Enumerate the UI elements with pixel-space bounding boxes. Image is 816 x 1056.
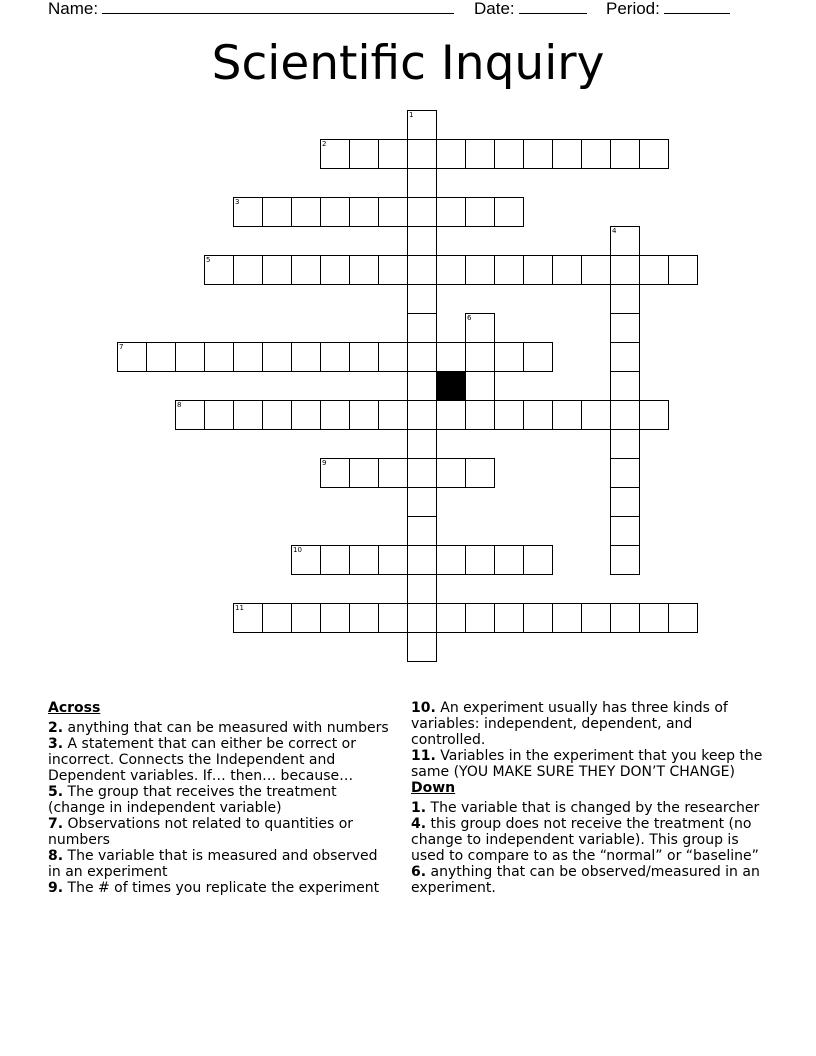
grid-cell[interactable]: [407, 342, 437, 372]
grid-cell[interactable]: [610, 487, 640, 517]
grid-cell[interactable]: [349, 255, 379, 285]
grid-cell[interactable]: [436, 545, 466, 575]
period-label: Period:: [606, 0, 660, 18]
grid-cell[interactable]: [465, 255, 495, 285]
grid-cell[interactable]: [320, 342, 350, 372]
clue-num: 4.: [411, 816, 427, 832]
grid-cell[interactable]: [291, 603, 321, 633]
grid-cell[interactable]: [320, 603, 350, 633]
grid-cell[interactable]: [378, 400, 408, 430]
clue-text: The variable that is measured and observed in an experiment: [48, 848, 378, 880]
grid-cell[interactable]: [407, 139, 437, 169]
grid-cell[interactable]: [262, 197, 292, 227]
grid-cell[interactable]: [668, 603, 698, 633]
clue-text: anything that can be observed/measured in an experiment.: [411, 864, 760, 896]
down-clue-list: [411, 800, 771, 896]
grid-cell[interactable]: [291, 545, 321, 575]
grid-cell[interactable]: [552, 603, 582, 633]
grid-cell[interactable]: [291, 255, 321, 285]
black-cell: [436, 371, 466, 401]
grid-cell[interactable]: [581, 400, 611, 430]
grid-cell[interactable]: [262, 603, 292, 633]
grid-cell[interactable]: [523, 342, 553, 372]
clue-number: 10: [293, 546, 302, 554]
grid-cell[interactable]: [465, 603, 495, 633]
grid-cell[interactable]: [233, 603, 263, 633]
grid-cell[interactable]: [523, 139, 553, 169]
grid-cell[interactable]: [407, 458, 437, 488]
grid-cell[interactable]: [175, 342, 205, 372]
grid-cell[interactable]: [610, 516, 640, 546]
grid-cell[interactable]: [407, 574, 437, 604]
grid-cell[interactable]: [407, 284, 437, 314]
grid-cell[interactable]: [407, 632, 437, 662]
grid-cell[interactable]: [378, 139, 408, 169]
grid-cell[interactable]: [146, 342, 176, 372]
clue-num: 1.: [411, 800, 427, 816]
grid-cell[interactable]: [407, 429, 437, 459]
grid-cell[interactable]: [465, 139, 495, 169]
clue-num: 10.: [411, 700, 436, 716]
grid-cell[interactable]: [436, 197, 466, 227]
grid-cell[interactable]: [320, 197, 350, 227]
clue-item: [48, 880, 393, 896]
grid-cell[interactable]: [320, 255, 350, 285]
clues-right-column: [411, 700, 771, 896]
clue-item: [411, 700, 771, 748]
grid-cell[interactable]: [378, 342, 408, 372]
clue-number: 1: [409, 111, 414, 119]
grid-cell[interactable]: [465, 458, 495, 488]
grid-cell[interactable]: [349, 139, 379, 169]
grid-cell[interactable]: [494, 342, 524, 372]
grid-cell[interactable]: [639, 255, 669, 285]
grid-cell[interactable]: [407, 110, 437, 140]
grid-cell[interactable]: [465, 313, 495, 343]
grid-cell[interactable]: [349, 400, 379, 430]
grid-cell[interactable]: [581, 255, 611, 285]
grid-cell[interactable]: [320, 458, 350, 488]
grid-cell[interactable]: [407, 168, 437, 198]
grid-cell[interactable]: [610, 371, 640, 401]
grid-cell[interactable]: [523, 545, 553, 575]
clue-number: 3: [235, 198, 240, 206]
clue-text: anything that can be measured with numbers: [63, 720, 389, 736]
grid-cell[interactable]: [204, 255, 234, 285]
grid-cell[interactable]: [233, 342, 263, 372]
clue-item: [411, 800, 771, 816]
clue-number: 4: [612, 227, 617, 235]
grid-cell[interactable]: [668, 255, 698, 285]
grid-cell[interactable]: [639, 139, 669, 169]
grid-cell[interactable]: [465, 545, 495, 575]
grid-cell[interactable]: [581, 139, 611, 169]
grid-cell[interactable]: [465, 197, 495, 227]
clue-text: The group that receives the treatment (change in independent variable): [48, 784, 337, 816]
grid-cell[interactable]: [639, 400, 669, 430]
clue-num: 6.: [411, 864, 427, 880]
grid-cell[interactable]: [262, 400, 292, 430]
grid-cell[interactable]: [581, 603, 611, 633]
grid-cell[interactable]: [494, 545, 524, 575]
clue-text: Observations not related to quantities or numbers: [48, 816, 354, 848]
grid-cell[interactable]: [407, 371, 437, 401]
down-heading: Down: [411, 780, 456, 796]
grid-cell[interactable]: [407, 603, 437, 633]
grid-cell[interactable]: [610, 284, 640, 314]
clue-num: 9.: [48, 880, 64, 896]
grid-cell[interactable]: [436, 603, 466, 633]
clue-text: A statement that can either be correct or incorrect. Connects the Independent and Dependent variables. If… then… because…: [48, 736, 356, 784]
across-clue-list-continued: [411, 700, 771, 780]
grid-cell[interactable]: [407, 313, 437, 343]
grid-cell[interactable]: [407, 545, 437, 575]
clue-number: 9: [322, 459, 327, 467]
clue-number: 11: [235, 604, 244, 612]
page-title: Scientific Inquiry: [211, 36, 605, 91]
grid-cell[interactable]: [465, 371, 495, 401]
grid-cell[interactable]: [233, 400, 263, 430]
clue-num: 11.: [411, 748, 436, 764]
clue-item: [48, 848, 393, 880]
grid-cell[interactable]: [291, 400, 321, 430]
grid-cell[interactable]: [494, 139, 524, 169]
grid-cell[interactable]: [610, 342, 640, 372]
grid-cell[interactable]: [407, 487, 437, 517]
grid-cell[interactable]: [610, 400, 640, 430]
grid-cell[interactable]: [465, 400, 495, 430]
grid-cell[interactable]: [436, 458, 466, 488]
grid-cell[interactable]: [639, 603, 669, 633]
grid-cell[interactable]: [262, 342, 292, 372]
clue-item: [48, 720, 393, 736]
clue-number: 8: [177, 401, 182, 409]
grid-cell[interactable]: [610, 226, 640, 256]
grid-cell[interactable]: [262, 255, 292, 285]
grid-cell[interactable]: [320, 545, 350, 575]
grid-cell[interactable]: [523, 603, 553, 633]
grid-cell[interactable]: [407, 226, 437, 256]
clue-num: 3.: [48, 736, 64, 752]
clue-text: An experiment usually has three kinds of variables: independent, dependent, and controlled.: [411, 700, 728, 748]
grid-cell[interactable]: [552, 255, 582, 285]
grid-cell[interactable]: [233, 255, 263, 285]
grid-cell[interactable]: [436, 255, 466, 285]
name-label: Name:: [48, 0, 99, 18]
clue-num: 8.: [48, 848, 64, 864]
grid-cell[interactable]: [349, 545, 379, 575]
grid-cell[interactable]: [610, 255, 640, 285]
clue-item: [411, 748, 771, 780]
grid-cell[interactable]: [610, 139, 640, 169]
grid-cell[interactable]: [436, 400, 466, 430]
date-label: Date:: [474, 0, 515, 18]
grid-cell[interactable]: [378, 255, 408, 285]
grid-cell[interactable]: [378, 458, 408, 488]
grid-cell[interactable]: [465, 342, 495, 372]
grid-cell[interactable]: [610, 603, 640, 633]
clue-item: [48, 816, 393, 848]
grid-cell[interactable]: [320, 400, 350, 430]
clue-number: 2: [322, 140, 327, 148]
clue-num: 7.: [48, 816, 64, 832]
across-clue-list: [48, 720, 393, 896]
grid-cell[interactable]: [407, 255, 437, 285]
grid-cell[interactable]: [610, 429, 640, 459]
clue-text: Variables in the experiment that you keep the same (YOU MAKE SURE THEY DON’T CHANGE): [411, 748, 763, 780]
grid-cell[interactable]: [494, 197, 524, 227]
clue-text: this group does not receive the treatment (no change to independent variable). This group is used to compare to as the “normal” or “baseline”: [411, 816, 759, 864]
clues-left-column: [48, 700, 393, 896]
clue-item: [48, 736, 393, 784]
grid-cell[interactable]: [378, 545, 408, 575]
grid-cell[interactable]: [407, 400, 437, 430]
grid-cell[interactable]: [349, 197, 379, 227]
clue-item: [411, 816, 771, 864]
grid-cell[interactable]: [552, 400, 582, 430]
grid-cell[interactable]: [610, 545, 640, 575]
grid-cell[interactable]: [407, 516, 437, 546]
grid-cell[interactable]: [291, 197, 321, 227]
grid-cell[interactable]: [320, 139, 350, 169]
clue-num: 5.: [48, 784, 64, 800]
clue-item: [48, 784, 393, 816]
grid-cell[interactable]: [523, 255, 553, 285]
across-heading: Across: [48, 700, 101, 716]
clue-text: The # of times you replicate the experiment: [63, 880, 380, 896]
grid-cell[interactable]: [378, 603, 408, 633]
clue-number: 6: [467, 314, 472, 322]
clue-item: [411, 864, 771, 896]
clue-number: 7: [119, 343, 124, 351]
clue-num: 2.: [48, 720, 64, 736]
grid-cell[interactable]: [291, 342, 321, 372]
grid-cell[interactable]: [349, 342, 379, 372]
grid-cell[interactable]: [436, 139, 466, 169]
grid-cell[interactable]: [552, 139, 582, 169]
grid-cell[interactable]: [523, 400, 553, 430]
grid-cell[interactable]: [117, 342, 147, 372]
grid-cell[interactable]: [610, 313, 640, 343]
grid-cell[interactable]: [494, 603, 524, 633]
grid-cell[interactable]: [233, 197, 263, 227]
grid-cell[interactable]: [349, 603, 379, 633]
grid-cell[interactable]: [204, 342, 234, 372]
grid-cell[interactable]: [436, 342, 466, 372]
clue-number: 5: [206, 256, 211, 264]
grid-cell[interactable]: [378, 197, 408, 227]
grid-cell[interactable]: [204, 400, 234, 430]
grid-cell[interactable]: [610, 458, 640, 488]
clue-text: The variable that is changed by the researcher: [426, 800, 760, 816]
grid-cell[interactable]: [494, 400, 524, 430]
grid-cell[interactable]: [494, 255, 524, 285]
grid-cell[interactable]: [407, 197, 437, 227]
grid-cell[interactable]: [349, 458, 379, 488]
grid-cell[interactable]: [175, 400, 205, 430]
